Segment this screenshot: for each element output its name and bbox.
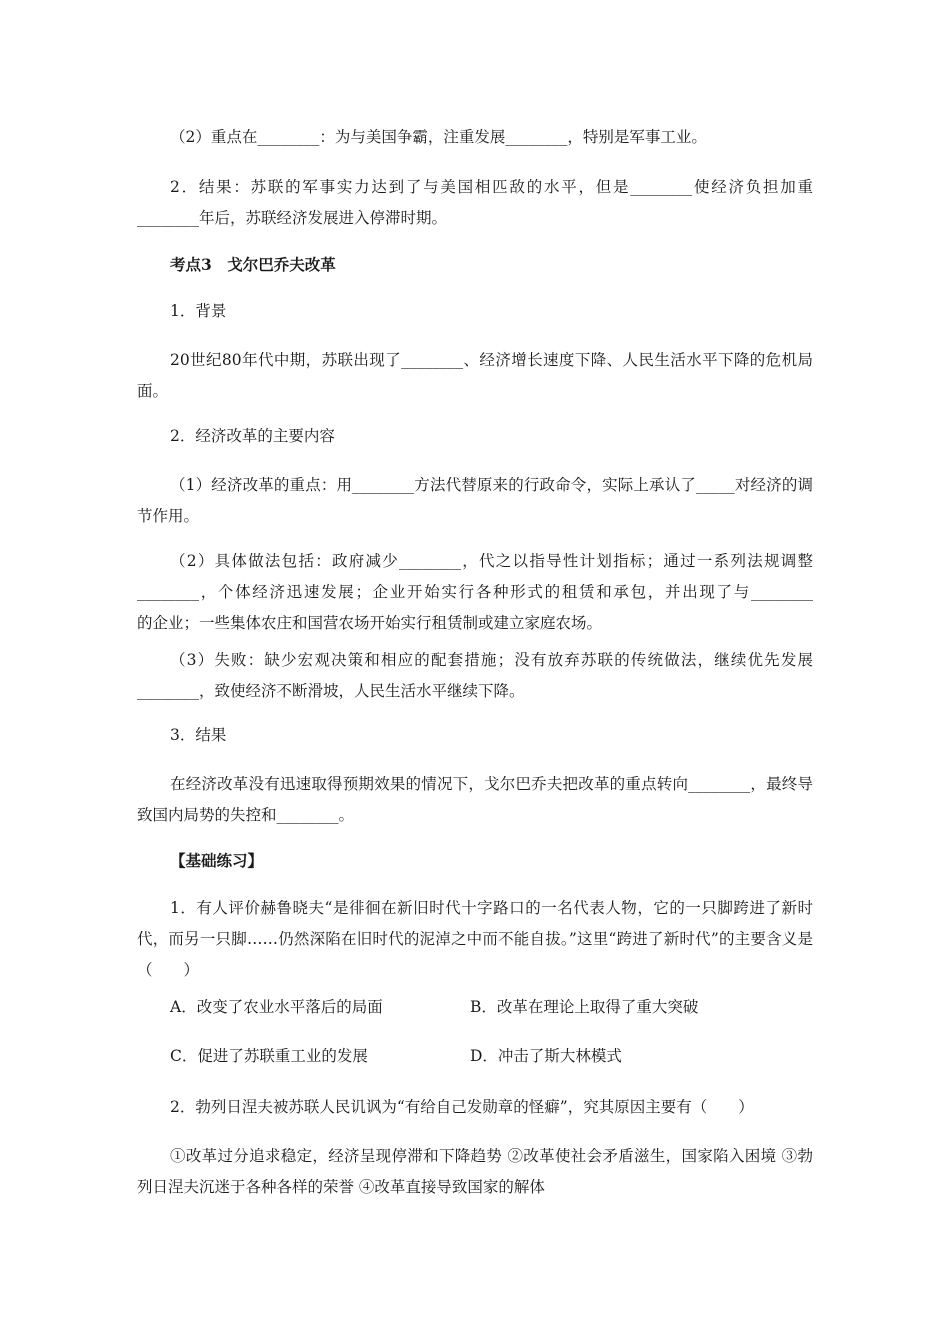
- question-1-option-c: C．促进了苏联重工业的发展: [170, 1047, 368, 1065]
- question-1-option-d: D．冲击了斯大林模式: [470, 1047, 622, 1065]
- paragraph-reform-content-title: 2．经济改革的主要内容: [170, 427, 335, 445]
- question-2: 2．勃列日涅夫被苏联人民讥讽为“有给自己发勋章的怪癖”，究其原因主要有（ ）: [170, 1098, 754, 1116]
- paragraph-result-title: 3．结果: [170, 726, 227, 744]
- paragraph-reform-focus: （1）经济改革的重点：用________方法代替原来的行政命令，实际上承认了_____对经济的调节作用。: [137, 476, 813, 525]
- paragraph-failure: （3）失败：缺少宏观决策和相应的配套措施；没有放弃苏联的传统做法，继续优先发展________，致使经济不断滑坡，人民生活水平继续下降。: [137, 651, 813, 700]
- paragraph-result: 2．结果：苏联的军事实力达到了与美国相匹敌的水平，但是________使经济负担加重________年后，苏联经济发展进入停滞时期。: [137, 178, 813, 227]
- paragraph-specific-measures: （2）具体做法包括：政府减少________，代之以指导性计划指标；通过一系列法规调整________，个体经济迅速发展；企业开始实行各种形式的租赁和承包，并出现了与________ 的企业；一些集体农庄和国营农场开始实行租赁制或建立家庭农场。: [137, 552, 860, 632]
- question-1-option-b: B．改革在理论上取得了重大突破: [470, 998, 699, 1016]
- paragraph-military-focus: （2）重点在________：为与美国争霸，注重发展________，特别是军事工业。: [170, 128, 707, 146]
- section-heading-gorbachev: 考点3 戈尔巴乔夫改革: [170, 255, 336, 274]
- paragraph-political-reform: 在经济改革没有迅速取得预期效果的情况下，戈尔巴乔夫把改革的重点转向________，最终导致国内局势的失控和________。: [137, 775, 813, 824]
- question-1: 1．有人评价赫鲁晓夫“是徘徊在新旧时代十字路口的一名代表人物，它的一只脚跨进了新时代，而另一只脚……仍然深陷在旧时代的泥淖之中而不能自拔。”这里“跨进了新时代”的主要含义是（ ）: [137, 899, 813, 979]
- section-heading-practice: 【基础练习】: [170, 851, 264, 870]
- question-2-items: ①改革过分追求稳定，经济呈现停滞和下降趋势 ②改革使社会矛盾滋生，国家陷入困境 ③勃列日涅夫沉迷于各种各样的荣誉 ④改革直接导致国家的解体: [137, 1147, 813, 1196]
- paragraph-background-title: 1．背景: [170, 302, 227, 320]
- question-1-option-a: A．改变了农业水平落后的局面: [170, 998, 383, 1016]
- paragraph-background: 20世纪80年代中期，苏联出现了________、经济增长速度下降、人民生活水平下降的危机局面。: [137, 351, 813, 400]
